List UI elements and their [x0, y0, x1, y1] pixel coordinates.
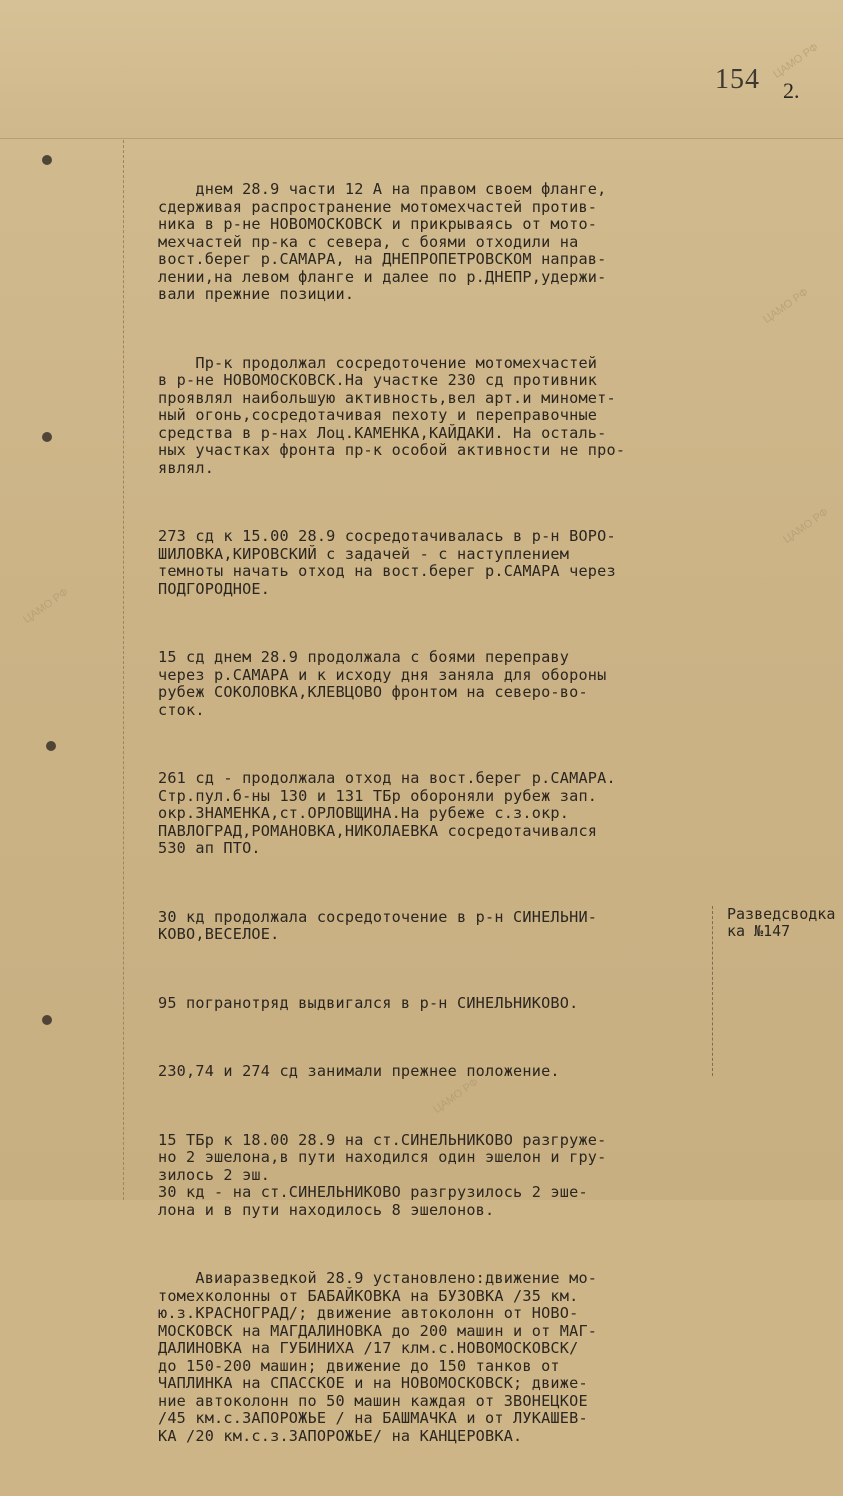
watermark: ЦАМО РФ — [771, 41, 821, 81]
paragraph: Авиаразведкой 28.9 установлено:движение мо- томехколонны от БАБАЙКОВКА на БУЗОВКА /35 км. ю.з.КРАСНОГРАД/; движение автоколонн от НОВО- МОСКОВСК на МАГДАЛИНОВКА до 200 машин и от МАГ- ДАЛИНОВКА на ГУБИНИХА /17 клм.с.НОВОМОСКОВСК/ до 150-200 машин; движение до 150 танков от ЧАПЛИНКА на СПАССКОЕ и на НОВОМОСКОВСК; движе- ние автоколонн по 50 машин каждая от ЗВОНЕЦКОЕ /45 км.с.ЗАПОРОЖЬЕ / на БАШМАЧКА и от ЛУКАШЕВ- КА /20 км.с.з.ЗАПОРОЖЬЕ/ на КАНЦЕРОВКА. — [158, 1269, 598, 1445]
paragraph: 15 сд днем 28.9 продолжала с боями переправу через р.САМАРА и к исходу дня заняла для обороны рубеж СОКОЛОВКА,КЛЕВЦОВО фронтом на северо-во- сток. — [158, 648, 607, 719]
punch-hole — [42, 1015, 52, 1025]
punch-hole — [42, 155, 52, 165]
watermark: ЦАМО РФ — [21, 586, 71, 626]
margin-line — [123, 140, 125, 1200]
paragraph: 230,74 и 274 сд занимали прежнее положение. — [158, 1062, 560, 1080]
paragraph: 30 кд продолжала сосредоточение в р-н СИНЕЛЬНИ- КОВО,ВЕСЕЛОЕ. — [158, 907, 598, 943]
punch-hole — [46, 741, 56, 751]
watermark: ЦАМО РФ — [431, 1076, 481, 1116]
paragraph: 261 сд - продолжала отход на вост.берег р.САМАРА. Стр.пул.б-ны 130 и 131 ТБр обороняли рубеж зап. окр.ЗНАМЕНКА,ст.ОРЛОВЩИНА.На рубеже с.з.окр. ПАВЛОГРАД,РОМАНОВКА,НИКОЛАЕВКА сосредотачивался 530 ап ПТО. — [158, 769, 616, 857]
paragraph: 95 погранотряд выдвигался в р-н СИНЕЛЬНИКОВО. — [158, 993, 579, 1012]
watermark: ЦАМО РФ — [761, 286, 811, 326]
document-body — [158, 146, 718, 1496]
watermark: ЦАМО РФ — [781, 506, 831, 546]
punch-hole — [42, 432, 52, 442]
side-note: Разведсводка ка №147 — [727, 906, 836, 940]
paragraph: Пр-к продолжал сосредоточение мотомехчастей в р-не НОВОМОСКОВСК.На участке 230 сд противник проявлял наибольшую активность,вел арт.и миномет- ный огонь,сосредотачивая пехоту и переправочные средства в р-нах Лоц.КАМЕНКА,КАЙДАКИ. На осталь- ных участках фронта пр-к особой активности не про- являл. — [158, 353, 626, 477]
paragraph: 273 сд к 15.00 28.9 сосредотачивалась в р-н ВОРО- ШИЛОВКА,КИРОВСКИЙ с задачей - с наступлением темноты начать отход на вост.берег р.САМАРА через ПОДГОРОДНОЕ. — [158, 527, 616, 598]
paragraph: днем 28.9 части 12 А на правом своем фланге, сдерживая распространение мотомехчастей против- ника в р-не НОВОМОСКОВСК и прикрываясь от мото- мехчастей пр-ка с севера, с боями отходили на вост.берег р.САМАРА, на ДНЕПРОПЕТРОВСКОМ направ- лении,на левом фланге и далее по р.ДНЕПР,удержи- вали прежние позиции. — [158, 180, 607, 303]
paragraph: 15 ТБр к 18.00 28.9 на ст.СИНЕЛЬНИКОВО разгруже- но 2 эшелона,в пути находился один эшелон и гру- зилось 2 эш. 30 кд - на ст.СИНЕЛЬНИКОВО разгрузилось 2 эше- лона и в пути находилось 8 эшелонов. — [158, 1130, 607, 1219]
side-note-bar — [712, 906, 714, 1076]
page-subnumber: 2. — [783, 78, 800, 103]
page-number: 154 — [715, 64, 760, 95]
